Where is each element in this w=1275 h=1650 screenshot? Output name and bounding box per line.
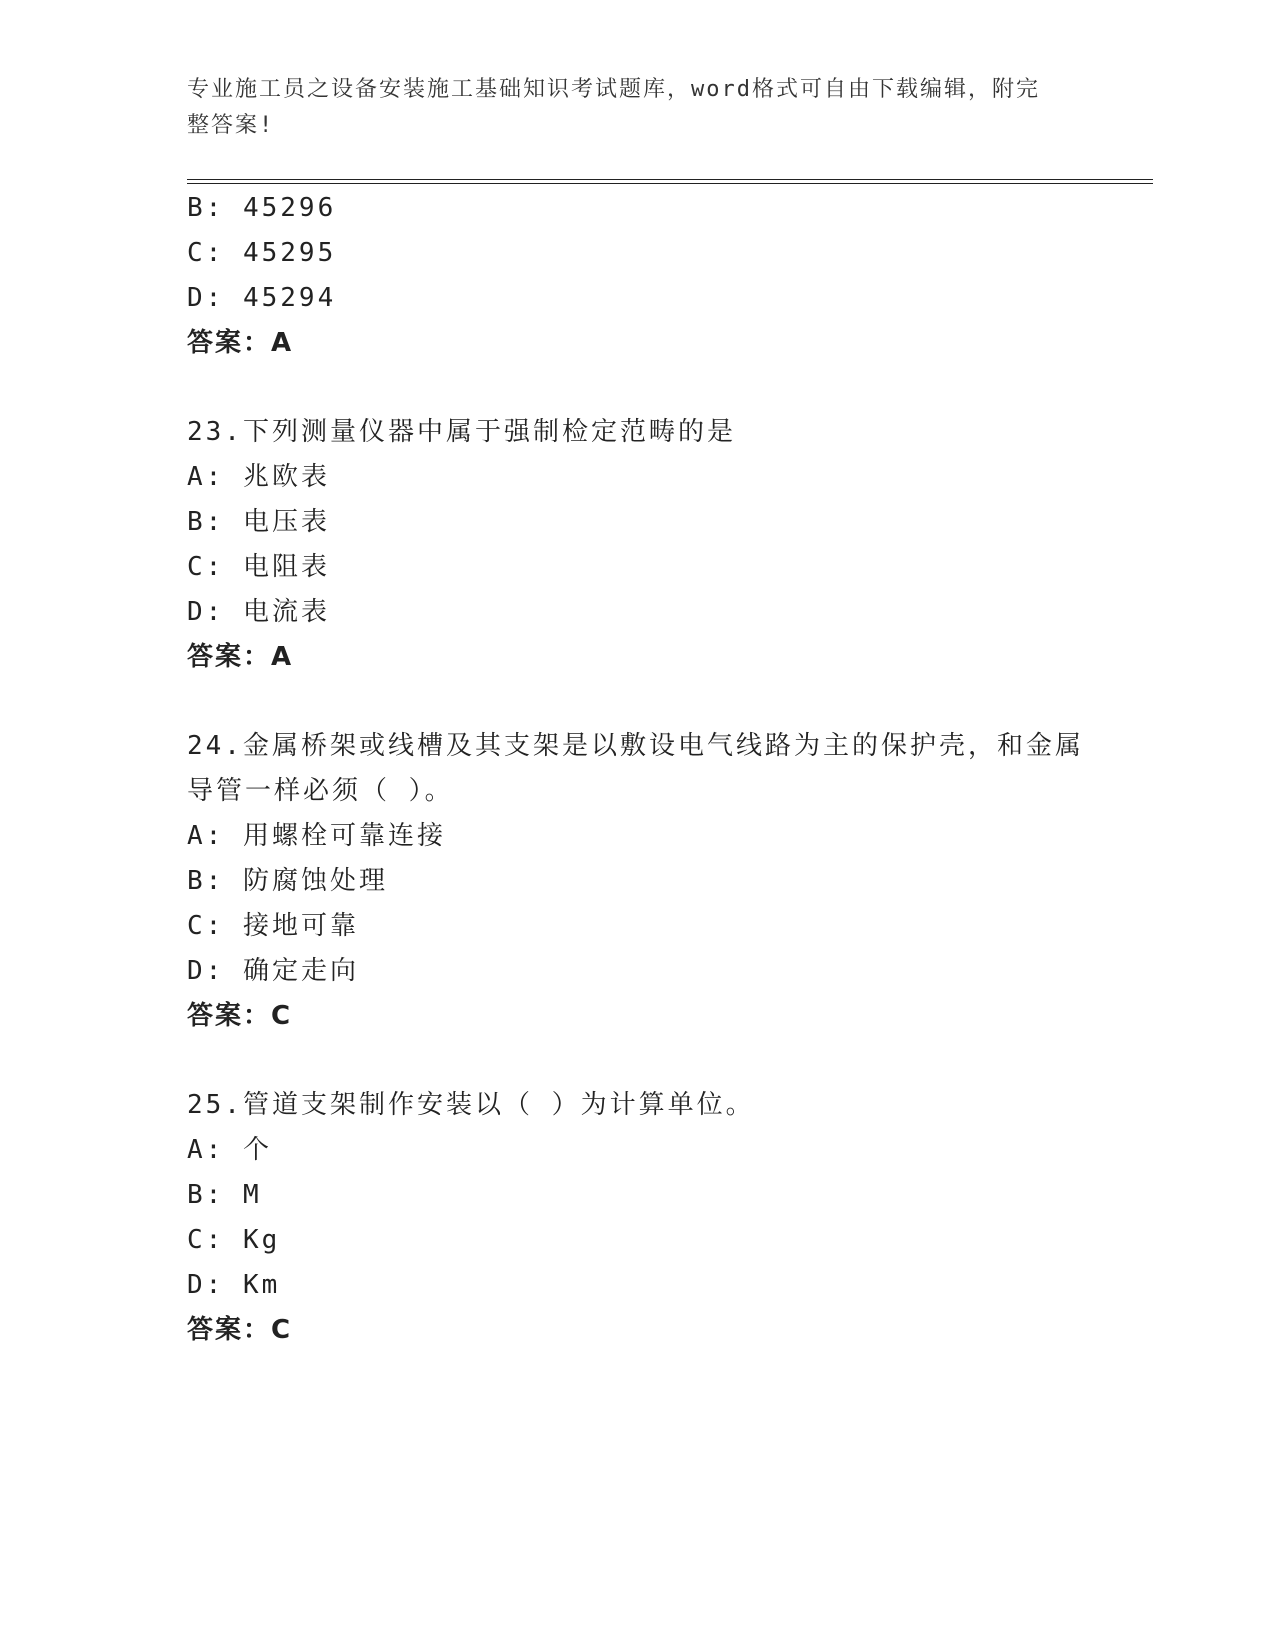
option-c: C: 电阻表 <box>187 552 330 582</box>
option-a: A: 兆欧表 <box>187 462 330 492</box>
answer-label: 答案：C <box>187 1001 293 1031</box>
option-d: D: 45294 <box>187 283 337 313</box>
option-b: B: 45296 <box>187 193 337 223</box>
option-d: D: 确定走向 <box>187 956 359 986</box>
question-stem: 23.下列测量仪器中属于强制检定范畴的是 <box>187 417 736 447</box>
question-stem: 25.管道支架制作安装以（ ）为计算单位。 <box>187 1090 755 1120</box>
option-c: C: 接地可靠 <box>187 911 359 941</box>
answer-label: 答案：A <box>187 328 294 358</box>
answer-label: 答案：C <box>187 1315 293 1345</box>
document-header <box>187 72 1067 144</box>
question-stem-continued: 导管一样必须（ ）。 <box>187 776 454 806</box>
option-d: D: Km <box>187 1270 281 1300</box>
answer-label: 答案：A <box>187 642 294 672</box>
question-stem: 24.金属桥架或线槽及其支架是以敷设电气线路为主的保护壳，和金属 <box>187 731 1084 761</box>
option-b: B: 防腐蚀处理 <box>187 866 388 896</box>
option-a: A: 用螺栓可靠连接 <box>187 821 446 851</box>
option-d: D: 电流表 <box>187 597 330 627</box>
option-b: B: 电压表 <box>187 507 330 537</box>
option-b: B: M <box>187 1180 262 1210</box>
header-divider <box>187 179 1153 184</box>
option-c: C: Kg <box>187 1225 281 1255</box>
header-line-2: 整答案! <box>187 113 275 138</box>
header-line-1: 专业施工员之设备安装施工基础知识考试题库，word格式可自由下载编辑，附完 <box>187 77 1040 102</box>
option-a: A: 个 <box>187 1135 272 1165</box>
option-c: C: 45295 <box>187 238 337 268</box>
